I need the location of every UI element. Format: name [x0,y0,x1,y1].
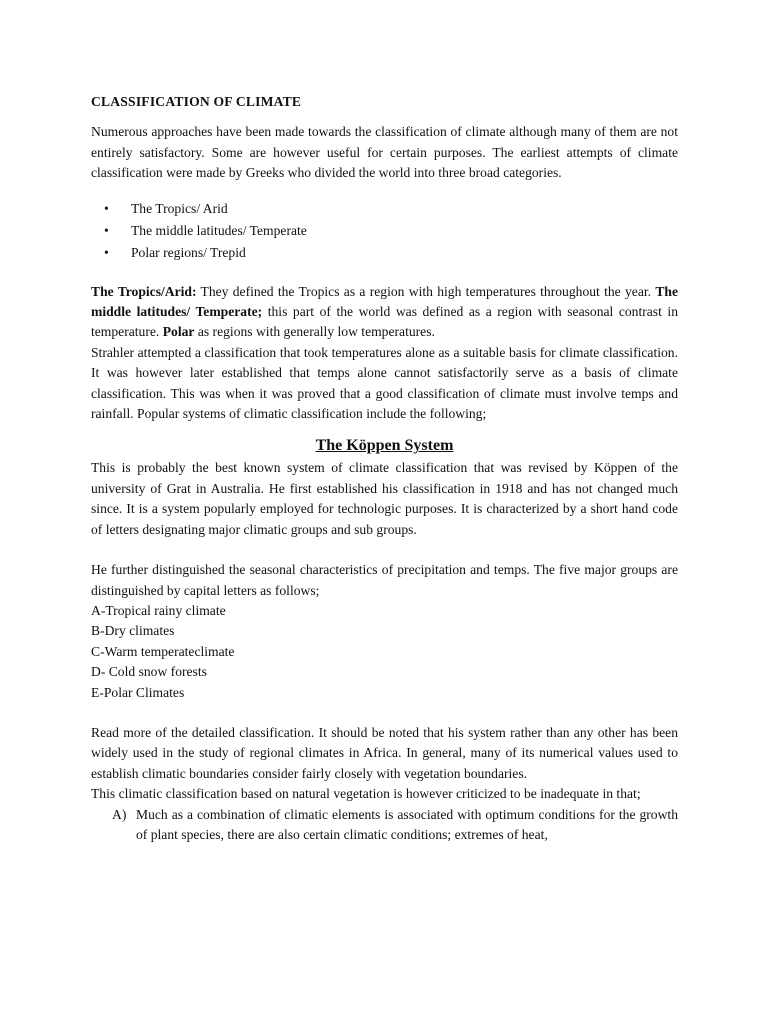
bullet-icon: • [104,244,109,260]
list-item: E-Polar Climates [91,684,185,700]
koppen-groups-list [91,601,678,703]
list-item [91,242,678,264]
intro-paragraph: Numerous approaches have been made towards the classification of climate although many of them are not entirely satisfactory. Some are however useful for certain purposes. The earliest attempts of climate classification were made by Greeks who divided the world into three broad categories. [91,124,678,181]
bold-term-polar: Polar [162,324,195,340]
middle-latitudes-definition: this part of the world was defined as a region with seasonal contrast in temperature. [91,304,678,340]
list-item: D- Cold snow forests [91,664,207,680]
list-item: B-Dry climates [91,623,175,639]
tropics-definition: They defined the Tropics as a region with high temperatures throughout the year. [196,283,656,299]
list-item-text: Much as a combination of climatic elements is associated with optimum conditions for the growth of plant species, there are also certain climatic conditions; extremes of heat, [136,806,678,842]
list-item: A-Tropical rainy climate [91,602,226,618]
bullet-icon: • [104,200,109,216]
bold-term-tropics: The Tropics/Arid: [91,283,197,299]
list-item [91,198,678,220]
greek-categories-list [91,198,678,264]
criticism-list [91,805,678,846]
read-more-paragraph: Read more of the detailed classification. It should be noted that his system rather than any other has been widely used in the study of regional climates in Africa. In general, many of its numerical values used to establish climatic boundaries consider fairly closely with vegetation boundaries. [91,724,678,781]
criticism-intro-paragraph: This climatic classification based on natural vegetation is however criticized to be inadequate in that; [91,786,641,802]
list-marker: A) [112,806,127,822]
document-title: CLASSIFICATION OF CLIMATE [91,94,302,109]
section-heading-koppen: The Köppen System [315,437,454,455]
zones-definition-paragraph [91,282,678,343]
document-page [91,92,678,845]
list-item: C-Warm temperateclimate [91,643,235,659]
list-item-text: Polar regions/ Trepid [131,244,246,260]
strahler-paragraph: Strahler attempted a classification that took temperatures alone as a suitable basis for climate classification. It was however later established that temps alone cannot satisfactorily serve as a basis of climate classification. This was when it was proved that a good classification of climate must involve temps and rainfall. Popular systems of climatic classification include the following; [91,344,678,422]
list-item-text: The middle latitudes/ Temperate [131,222,307,238]
list-item [91,220,678,242]
koppen-intro-paragraph: This is probably the best known system of climate classification that was revised by Köppen of the university of Grat in Australia. He first established his classification in 1918 and has not changed much since. It is a system popularly employed for technologic purposes. It is characterized by a short hand code of letters designating major climatic groups and sub groups. [91,460,678,537]
list-item-text: The Tropics/ Arid [131,200,228,216]
koppen-groups-intro-paragraph: He further distinguished the seasonal characteristics of precipitation and temps. The five major groups are distinguished by capital letters as follows; [91,562,678,598]
polar-definition: as regions with generally low temperatures. [194,324,435,340]
bullet-icon: • [104,222,109,238]
list-item [91,805,678,846]
bold-term-middle-latitudes: The middle latitudes/ Temperate; [91,283,678,320]
